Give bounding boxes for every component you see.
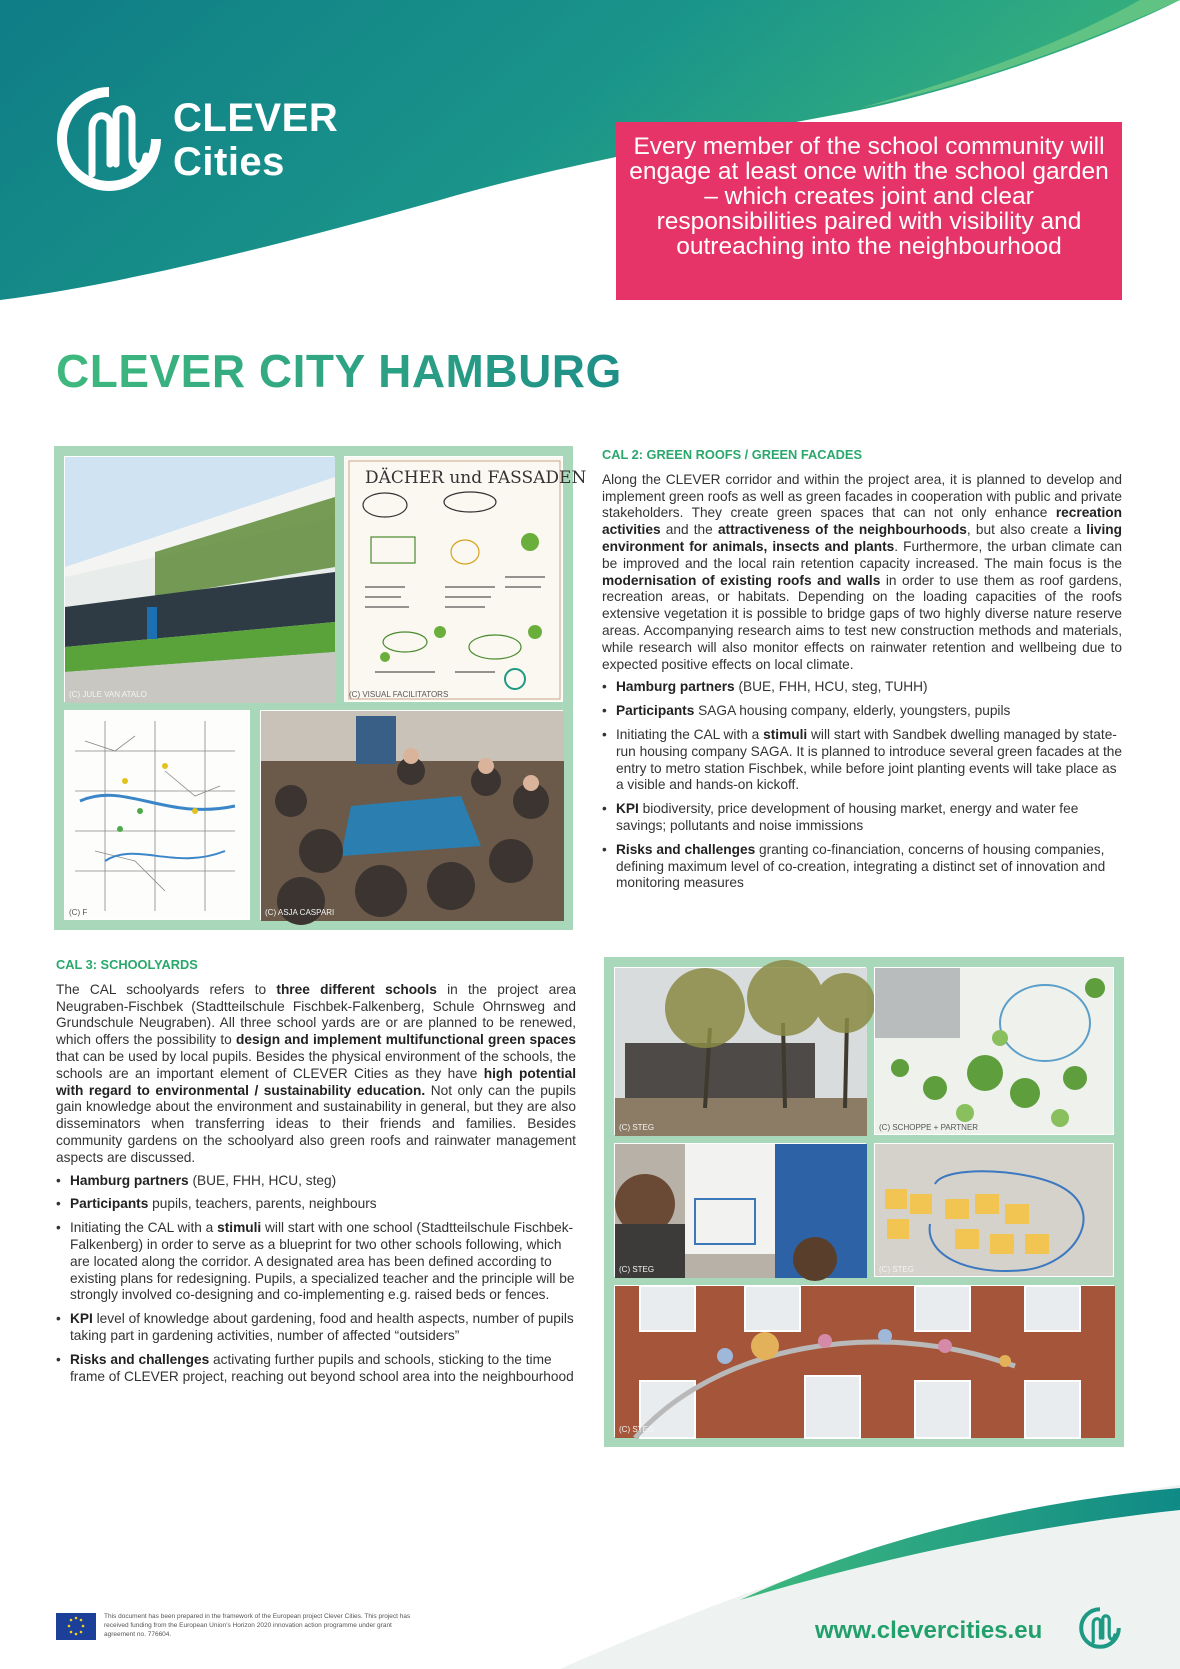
funding-disclaimer: This document has been prepared in the framework of the European project Clever Cities. This project has received funding from the European Union’s Horizon 2020 innovation action programme under grant agreement no. 776604. (104, 1613, 411, 1638)
photo-green-facade (64, 456, 334, 702)
photo-caption: (C) STEG (619, 1265, 655, 1274)
photo-caption: (C) VISUAL FACILITATORS (349, 690, 449, 699)
brand-line1: CLEVER (173, 96, 339, 140)
list-item: • Participants pupils, teachers, parents, neighbours (56, 1196, 576, 1213)
cal2-heading: CAL 2: GREEN ROOFS / GREEN FACADES (602, 447, 862, 462)
list-item: • Participants SAGA housing company, elderly, youngsters, pupils (602, 703, 1122, 720)
list-item: • Hamburg partners (BUE, FHH, HCU, steg) (56, 1173, 576, 1190)
photo-visual-facilitation-sketch (344, 456, 587, 702)
photo-caption: (C) STEG (879, 1265, 915, 1274)
cal3-heading: CAL 3: SCHOOLYARDS (56, 957, 198, 972)
photo-workshop-table (260, 710, 563, 920)
photo-brick-facade-art (614, 1285, 1114, 1437)
list-item: • Initiating the CAL with a stimuli will start with Sandbek dwelling managed by state-run housing company SAGA. It is planned to introduce several green facades at the entry to metro station Fischbek, while before joint planting events will take place as a visible and hands-on kickoff. (602, 727, 1122, 794)
list-item: • KPI level of knowledge about gardening, food and health aspects, number of pupils taking part in gardening activities, number of affected “outsiders” (56, 1311, 576, 1345)
list-item: • Initiating the CAL with a stimuli will start with one school (Stadtteilschule Fischbek-Falkenberg) in order to serve as a blueprint for two other schools following, which are located along the corridor. A designated area has been defined according to existing plans for redesigning. Pupils, a specialized teacher and the principle will be strongly involved co-designing and co-implementing e.g. raised beds or fences. (56, 1220, 576, 1304)
page-title: CLEVER CITY HAMBURG (56, 345, 622, 397)
quote-box: Every member of the school community will engage at least once with the school garden – which creates joint and clear responsibilities paired with visibility and outreaching into the neighbourhood (616, 122, 1122, 300)
photo-caption: (C) STEG (619, 1425, 655, 1434)
cal2-paragraph: Along the CLEVER corridor and within the project area, it is planned to develop and implement green roofs as well as green facades in cooperation with public and private stakeholders. They create green spaces that can not only enhance recreation activities and the attractiveness of the neighbourhoods, but also create a living environment for animals, insects and plants. Furthermore, the urban climate can be improved and the local rain retention capacity increased. The main focus is the modernisation of existing roofs and walls in order to use them as roof gardens, recreation areas, or habitats. Depending on the loading capacities of the roofs extensive vegetation it is possible to bridge gaps of two highly diverse nature reserve areas. Accompanying research aims to test new construction methods and materials, while research will also monitor effects on rainwater retention and wellbeing due to expected positive effects on local climate. (602, 471, 1123, 672)
photo-caption: (C) F (69, 908, 88, 917)
photo-panel-right (604, 957, 1124, 1447)
cal3-paragraph: The CAL schoolyards refers to three different schools in the project area Neugraben-Fischbek (Stadtteilschule Fischbek-Falkenberg, Schule Ohrnsweg and Grundschule Neugraben). All three school yards are or are planned to be renewed, which offers the possibility to design and implement multifunctional green spaces that can be used by local pupils. Besides the physical environment of the schools, the schools are an important element of CLEVER Cities as they have high potential with regard to environmental / sustainability education. Not only can the pupils gain knowledge about the environment and sustainability in general, but they are also disseminators when transferring ideas to their friends and families. Besides community gardens on the schoolyard also green roofs and rainwater management aspects are discussed. (56, 981, 577, 1165)
list-item: • Risks and challenges activating further pupils and schools, sticking to the time frame of CLEVER project, reaching out beyond school area into the neighbourhood (56, 1352, 576, 1386)
brand-wordmark (173, 96, 338, 184)
brand-line2: Cities (173, 140, 285, 184)
photo-panel-left (54, 446, 587, 930)
photo-ideas-board (874, 1143, 1114, 1277)
cal3-bullets (56, 1173, 576, 1386)
website-link[interactable]: www.clevercities.eu (815, 1617, 1043, 1644)
photo-caption: (C) ASJA CASPARI (265, 908, 335, 917)
photo-caption: (C) JULE VAN ATALO (69, 690, 147, 699)
photo-schoolyard-plan (874, 967, 1114, 1135)
cal2-bullets (602, 679, 1122, 892)
list-item: • KPI biodiversity, price development of housing market, energy and water fee savings; pollutants and noise immissions (602, 801, 1122, 835)
list-item: • Risks and challenges granting co-financiation, concerns of housing companies, defining maximum level of co-creation, integrating a distinct set of innovation and monitoring measures (602, 842, 1122, 892)
sketch-heading: DÄCHER und FASSADEN (365, 468, 587, 488)
eu-flag-icon (56, 1613, 96, 1640)
photo-site-map (64, 710, 250, 920)
clever-cities-logo-icon (54, 84, 164, 194)
list-item: • Hamburg partners (BUE, FHH, HCU, steg, TUHH) (602, 679, 1122, 696)
photo-school-building (614, 967, 866, 1135)
photo-pupils-pinboard (614, 1143, 866, 1277)
photo-caption: (C) SCHOPPE + PARTNER (879, 1123, 979, 1132)
photo-caption: (C) STEG (619, 1123, 655, 1132)
cal2-section (602, 447, 1122, 899)
clever-cities-logo-icon (1078, 1606, 1122, 1650)
cal3-section (56, 957, 576, 1392)
